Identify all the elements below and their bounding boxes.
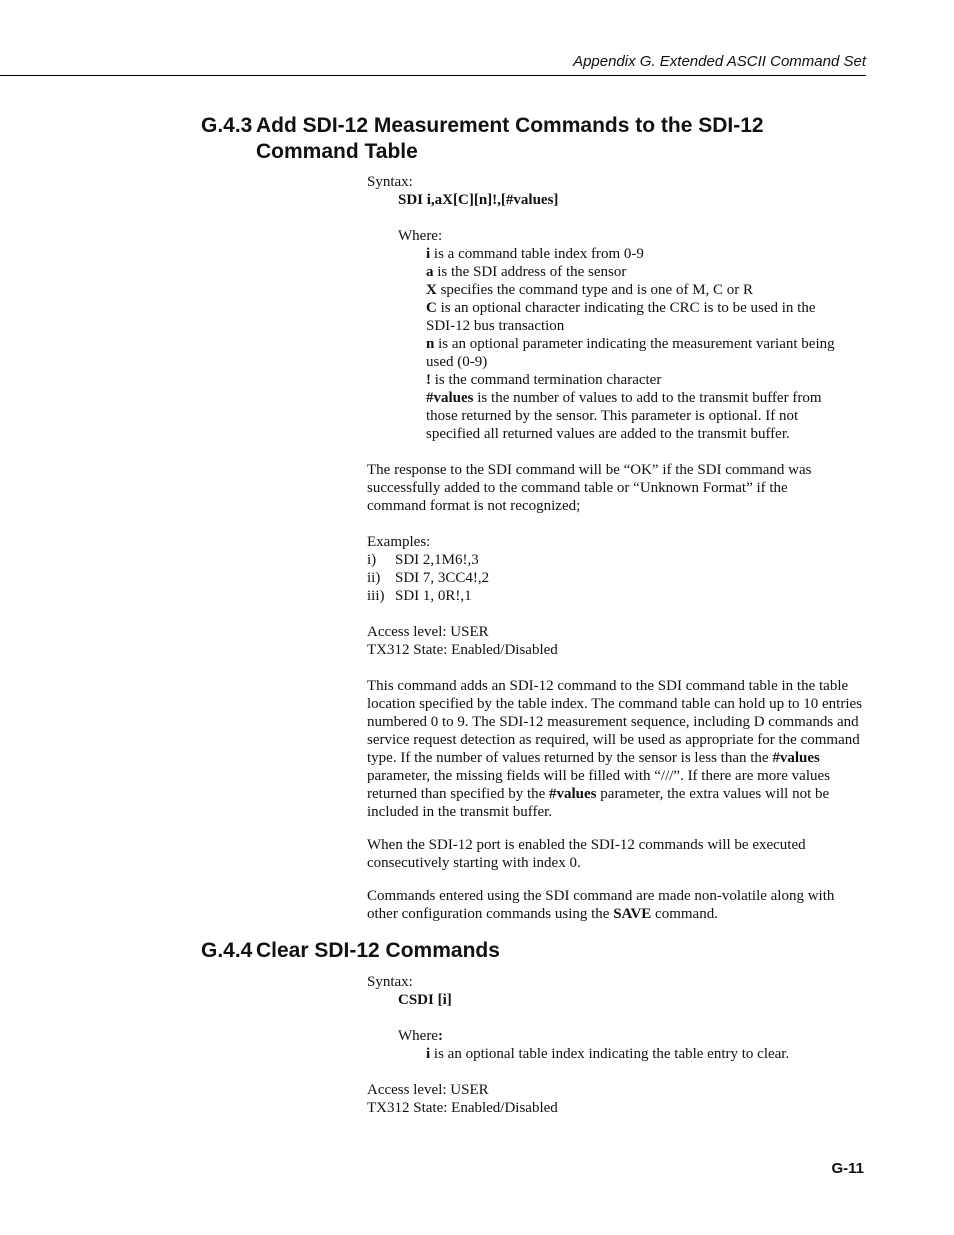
where-label: Where: xyxy=(398,228,443,244)
tx312-state: TX312 State: Enabled/Disabled xyxy=(367,642,558,658)
examples-label: Examples: xyxy=(367,534,431,550)
access-level: Access level: USER xyxy=(367,1082,489,1098)
parameter-list xyxy=(367,245,867,443)
section-g44-body xyxy=(367,973,867,1117)
access-level: Access level: USER xyxy=(367,624,489,640)
description-paragraph: This command adds an SDI-12 command to the SDI command table in the table location specified by the table index. The command table can hold up to 10 entries numbered 0 to 9. The SDI-12 measurement sequence, including D commands and service request detection as required, will be used as appropriate for the command type. If the number of values returned by the sensor is less than the #values parameter, the missing fields will be filled with “///”. If there are more values returned than specified by the #values parameter, the extra values will not be included in the transmit buffer. xyxy=(367,678,862,820)
tx312-state: TX312 State: Enabled/Disabled xyxy=(367,1100,558,1116)
param-item: i is an optional table index indicating the table entry to clear. xyxy=(426,1046,790,1062)
syntax-command: CSDI [i] xyxy=(398,992,452,1008)
syntax-command: SDI i,aX[C][n]!,[#values] xyxy=(398,192,559,208)
param-item: a is the SDI address of the sensor xyxy=(426,264,627,280)
section-g43-title-line2: Command Table xyxy=(256,140,418,163)
section-g43-body xyxy=(367,173,867,923)
section-g44-title: Clear SDI-12 Commands xyxy=(256,939,500,962)
example-item: iii) SDI 1, 0R!,1 xyxy=(367,588,472,604)
section-g44-heading xyxy=(201,938,500,964)
syntax-label: Syntax: xyxy=(367,974,413,990)
param-item: #values is the number of values to add to the transmit buffer from those returned by the sensor. This parameter is optional. If not specified all returned values are added to the transmit buffer. xyxy=(426,390,822,442)
section-g44-number: G.4.4 xyxy=(201,939,253,962)
section-g43-heading xyxy=(201,113,764,165)
param-item: i is a command table index from 0-9 xyxy=(426,246,644,262)
response-paragraph: The response to the SDI command will be “OK” if the SDI command was successfully added to the command table or “Unknown Format” if the command format is not recognized; xyxy=(367,462,812,514)
param-item: C is an optional character indicating the CRC is to be used in the SDI-12 bus transaction xyxy=(426,300,816,334)
section-g43-number: G.4.3 xyxy=(201,114,253,137)
param-item: ! is the command termination character xyxy=(426,372,662,388)
save-paragraph: Commands entered using the SDI command are made non-volatile along with other configuration commands using the SAVE command. xyxy=(367,888,835,922)
page-number: G-11 xyxy=(831,1160,864,1177)
example-item: ii) SDI 7, 3CC4!,2 xyxy=(367,570,490,586)
where-label: Where: xyxy=(398,1028,443,1044)
example-item: i) SDI 2,1M6!,3 xyxy=(367,552,479,568)
param-item: X specifies the command type and is one of M, C or R xyxy=(426,282,754,298)
execution-paragraph: When the SDI-12 port is enabled the SDI-12 commands will be executed consecutively starting with index 0. xyxy=(367,837,806,871)
param-item: n is an optional parameter indicating the measurement variant being used (0-9) xyxy=(426,336,835,370)
syntax-label: Syntax: xyxy=(367,174,413,190)
running-header: Appendix G. Extended ASCII Command Set xyxy=(573,53,866,70)
header-rule xyxy=(0,75,866,76)
section-g43-title-line1: Add SDI-12 Measurement Commands to the SDI-12 xyxy=(256,114,764,137)
